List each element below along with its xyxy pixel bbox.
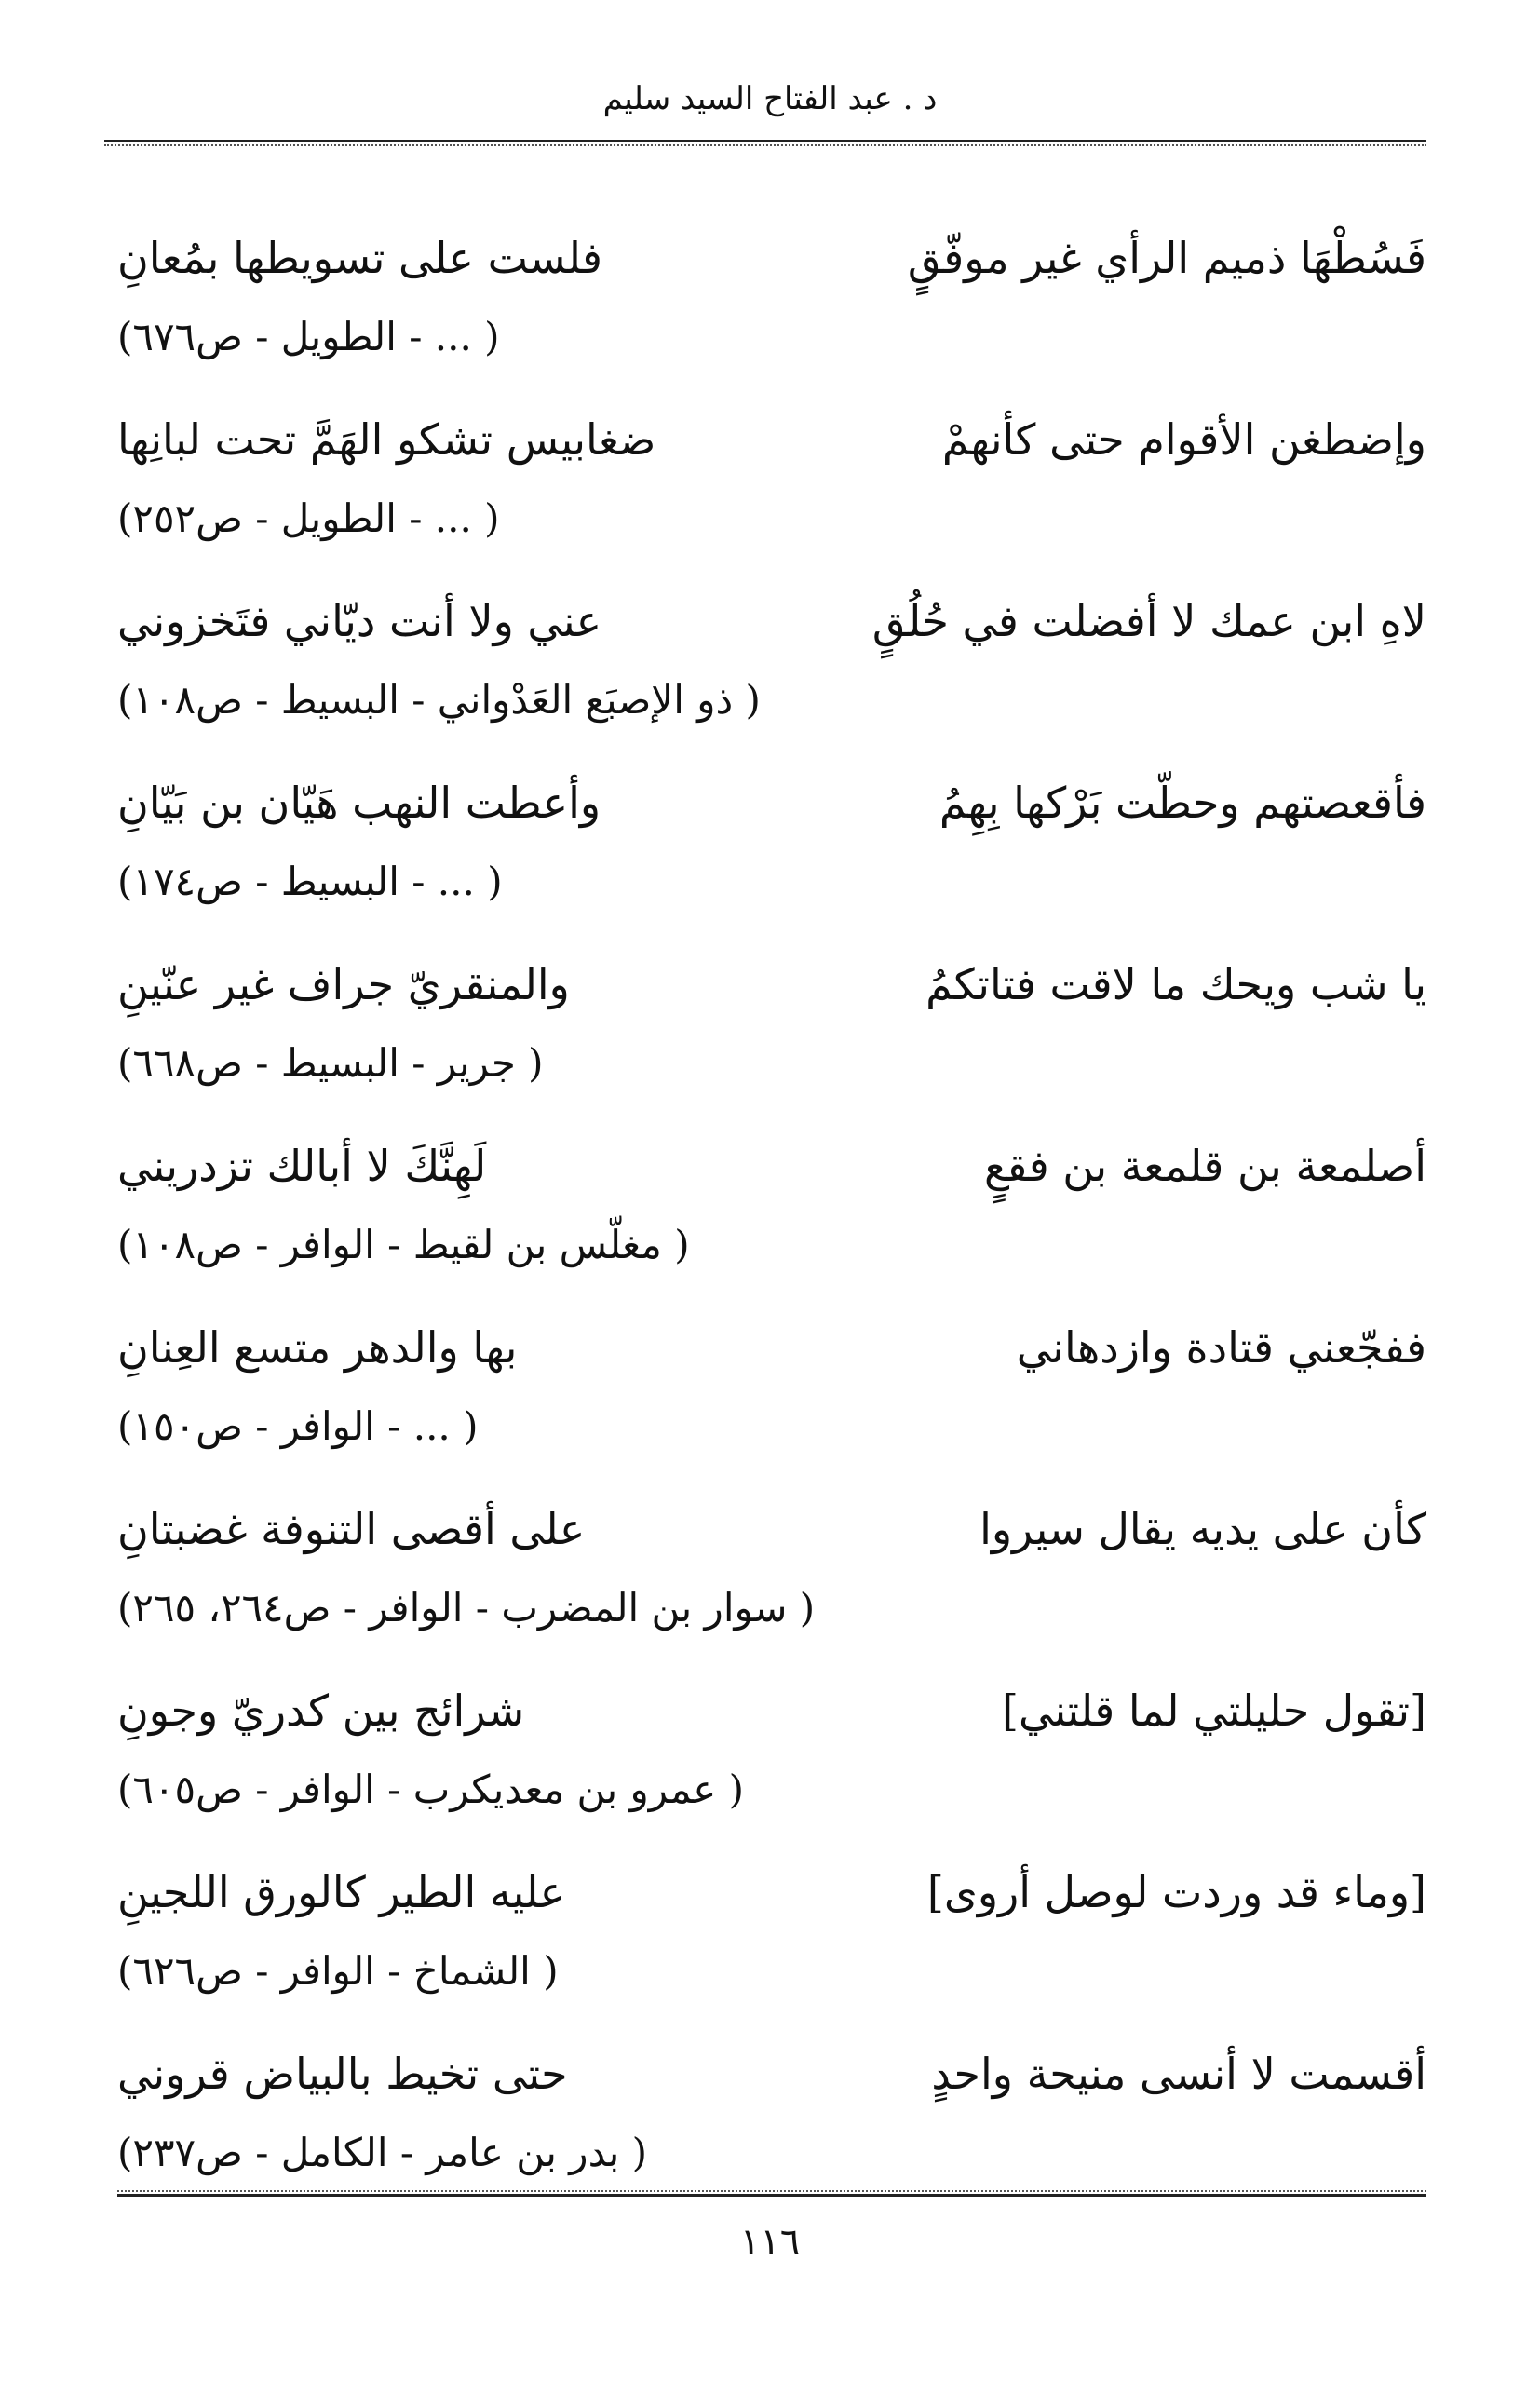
first-hemistich: كأن على يديه يقال سيروا	[979, 1504, 1426, 1554]
first-hemistich: أصلمعة بن قلمعة بن فقعٍ	[983, 1141, 1426, 1191]
verse-entry	[117, 1115, 1426, 1296]
verse-attribution: ( ... - الوافر - ص١٥٠)	[117, 1403, 479, 1449]
verse-entry	[117, 1841, 1426, 2023]
verse-entry	[117, 570, 1426, 751]
verse-attribution: ( ... - البسيط - ص١٧٤)	[117, 859, 503, 904]
verse-attribution: ( عمرو بن معديكرب - الوافر - ص٦٠٥)	[117, 1766, 745, 1812]
verse-entry	[117, 933, 1426, 1115]
first-hemistich: فَسُطْهَا ذميم الرأي غير موفّقٍ	[907, 233, 1426, 283]
verse-line	[117, 1296, 1426, 1389]
verse-line	[117, 207, 1426, 300]
verse-entry	[117, 1659, 1426, 1841]
first-hemistich: أقسمت لا أنسى منيحة واحدٍ	[931, 2049, 1426, 2099]
verse-attribution: ( ... - الطويل - ص٢٥٢)	[117, 495, 500, 541]
verse-line	[117, 1841, 1426, 1934]
second-hemistich: فلست على تسويطها بمُعانِ	[117, 233, 603, 283]
verse-line	[117, 1659, 1426, 1753]
second-hemistich: لَهِنَّكَ لا أبالك تزدريني	[117, 1141, 487, 1191]
second-hemistich: ضغابيس تشكو الهَمَّ تحت لبانِها	[117, 414, 656, 465]
second-hemistich: شرائج بين كدريّ وجونِ	[117, 1685, 525, 1736]
verse-line	[117, 388, 1426, 481]
verse-line	[117, 1478, 1426, 1571]
verse-attribution: ( بدر بن عامر - الكامل - ص٢٣٧)	[117, 2130, 648, 2175]
first-hemistich: [وماء قد وردت لوصل أروى]	[926, 1867, 1426, 1917]
header-rule	[104, 140, 1426, 146]
page-number: ١١٦	[739, 2221, 801, 2264]
verse-line	[117, 1115, 1426, 1208]
verse-attribution: ( سوار بن المضرب - الوافر - ص٢٦٤، ٢٦٥)	[117, 1585, 816, 1631]
second-hemistich: حتى تخيط بالبياض قروني	[117, 2049, 568, 2099]
second-hemistich: عليه الطير كالورق اللجينِ	[117, 1867, 566, 1917]
footer-rule	[117, 2190, 1426, 2197]
verse-attribution: ( ذو الإصبَع العَدْواني - البسيط - ص١٠٨)	[117, 677, 761, 723]
second-hemistich: عني ولا أنت ديّاني فتَخزوني	[117, 596, 602, 646]
verse-line	[117, 570, 1426, 663]
running-header: د . عبد الفتاح السيد سليم	[602, 80, 938, 117]
verse-attribution: ( جرير - البسيط - ص٦٦٨)	[117, 1040, 544, 1086]
verse-attribution: ( الشماخ - الوافر - ص٦٢٦)	[117, 1948, 559, 1994]
verse-entry	[117, 207, 1426, 388]
first-hemistich: فأقعصتهم وحطّت بَرْكها بِهِمُ	[939, 778, 1426, 828]
first-hemistich: لاهِ ابن عمك لا أفضلت في حُلُقٍ	[871, 596, 1426, 646]
verse-line	[117, 751, 1426, 845]
second-hemistich: على أقصى التنوفة غضبتانِ	[117, 1504, 586, 1554]
verse-entry	[117, 2023, 1426, 2204]
first-hemistich: ففجّعني قتادة وازدهاني	[1016, 1322, 1426, 1373]
verse-entry	[117, 1296, 1426, 1478]
first-hemistich: يا شب ويحك ما لاقت فتاتكمُ	[925, 959, 1426, 1009]
second-hemistich: بها والدهر متسع العِنانِ	[117, 1322, 518, 1373]
second-hemistich: وأعطت النهب هَيّان بن بَيّانِ	[117, 778, 601, 828]
second-hemistich: والمنقريّ جراف غير عنّينِ	[117, 959, 570, 1009]
first-hemistich: وإضطغن الأقوام حتى كأنهمْ	[941, 414, 1426, 465]
verse-list	[117, 207, 1426, 2204]
verse-line	[117, 933, 1426, 1026]
verse-attribution: ( مغلّس بن لقيط - الوافر - ص١٠٨)	[117, 1222, 690, 1267]
first-hemistich: [تقول حليلتي لما قلتني]	[1002, 1685, 1426, 1736]
verse-entry	[117, 751, 1426, 933]
verse-entry	[117, 1478, 1426, 1659]
verse-attribution: ( ... - الطويل - ص٦٧٦)	[117, 314, 500, 359]
verse-entry	[117, 388, 1426, 570]
verse-line	[117, 2023, 1426, 2116]
